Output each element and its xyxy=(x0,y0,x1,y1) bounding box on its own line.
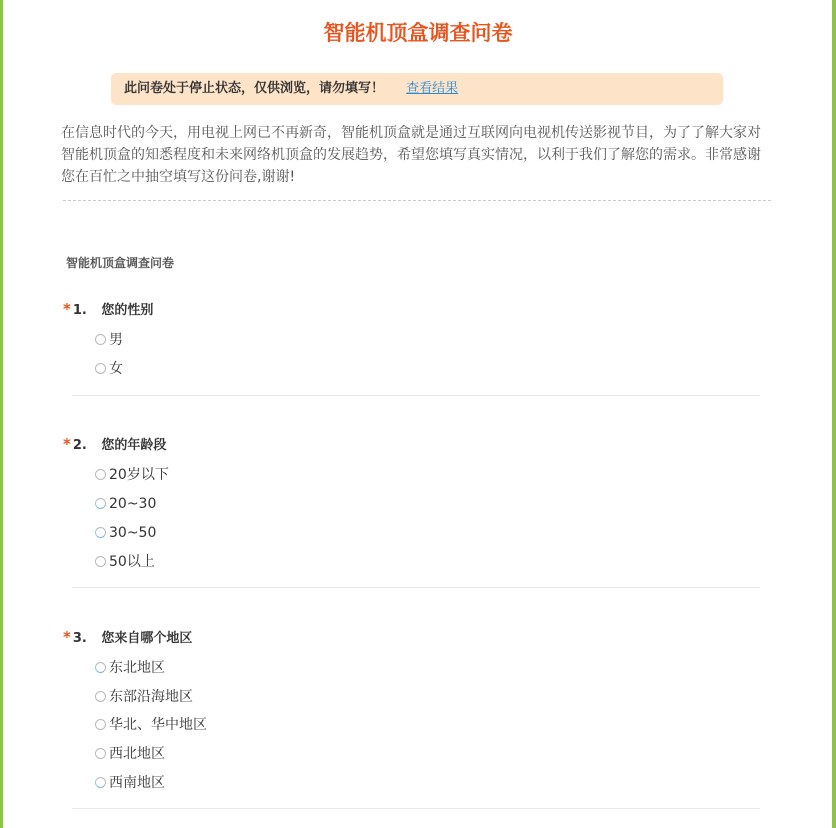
radio-icon[interactable] xyxy=(95,527,106,538)
question-separator xyxy=(72,395,760,396)
radio-icon[interactable] xyxy=(95,719,106,730)
question-number: 1. xyxy=(72,303,87,318)
option-age-under-20[interactable] xyxy=(95,466,169,484)
option-label: 20岁以下 xyxy=(109,467,169,483)
option-label: 50以上 xyxy=(109,554,155,570)
question-separator xyxy=(72,587,760,588)
radio-icon[interactable] xyxy=(95,691,106,702)
option-region-southwest[interactable] xyxy=(95,774,165,792)
radio-icon[interactable] xyxy=(95,334,106,345)
required-mark: * xyxy=(63,435,71,453)
question-number: 2. xyxy=(72,438,87,453)
notice-text: 此问卷处于停止状态，仅供浏览，请勿填写！ xyxy=(124,81,385,96)
option-male[interactable] xyxy=(95,331,123,349)
radio-icon[interactable] xyxy=(95,777,106,788)
option-label: 西南地区 xyxy=(109,775,165,791)
option-age-20-30[interactable] xyxy=(95,495,156,513)
page-frame-right xyxy=(832,0,836,828)
option-region-northwest[interactable] xyxy=(95,745,165,763)
option-label: 30~50 xyxy=(109,525,157,541)
option-age-over-50[interactable] xyxy=(95,553,155,571)
option-label: 东北地区 xyxy=(109,660,165,676)
option-female[interactable] xyxy=(95,360,123,378)
question-2-title xyxy=(63,435,166,455)
page-title: 智能机顶盒调查问卷 xyxy=(323,21,513,45)
option-label: 20~30 xyxy=(109,496,157,512)
question-text: 您的年龄段 xyxy=(101,438,167,453)
option-label: 华北、华中地区 xyxy=(109,717,207,733)
radio-icon[interactable] xyxy=(95,363,106,374)
question-3-title xyxy=(63,628,192,648)
option-region-northeast[interactable] xyxy=(95,659,165,677)
option-age-30-50[interactable] xyxy=(95,524,156,542)
question-1-title xyxy=(63,300,153,320)
radio-icon[interactable] xyxy=(95,556,106,567)
radio-icon[interactable] xyxy=(95,662,106,673)
option-label: 男 xyxy=(109,332,123,348)
question-separator xyxy=(72,808,760,809)
option-label: 女 xyxy=(109,361,123,377)
question-text: 您来自哪个地区 xyxy=(101,631,193,646)
required-mark: * xyxy=(63,300,71,318)
view-results-link[interactable]: 查看结果 xyxy=(406,81,459,96)
question-number: 3. xyxy=(72,631,87,646)
radio-icon[interactable] xyxy=(95,498,106,509)
status-notice xyxy=(111,73,723,105)
option-region-east-coast[interactable] xyxy=(95,688,193,706)
survey-intro: 在信息时代的今天，用电视上网已不再新奇，智能机顶盒就是通过互联网向电视机传送影视节目，为了了解大家对智能机顶盒的知悉程度和未来网络机顶盒的发展趋势，希望您填写真实情况，以利于我们了解您的需求。非常感谢您在百忙之中抽空填写这份问卷,谢谢! xyxy=(61,125,761,185)
option-label: 东部沿海地区 xyxy=(109,689,193,705)
option-region-north-central[interactable] xyxy=(95,716,207,734)
required-mark: * xyxy=(63,628,71,646)
question-text: 您的性别 xyxy=(101,303,154,318)
section-title: 智能机顶盒调查问卷 xyxy=(66,256,175,270)
radio-icon[interactable] xyxy=(95,748,106,759)
option-label: 西北地区 xyxy=(109,746,165,762)
radio-icon[interactable] xyxy=(95,469,106,480)
page-frame-left xyxy=(0,0,3,828)
divider xyxy=(63,200,771,201)
